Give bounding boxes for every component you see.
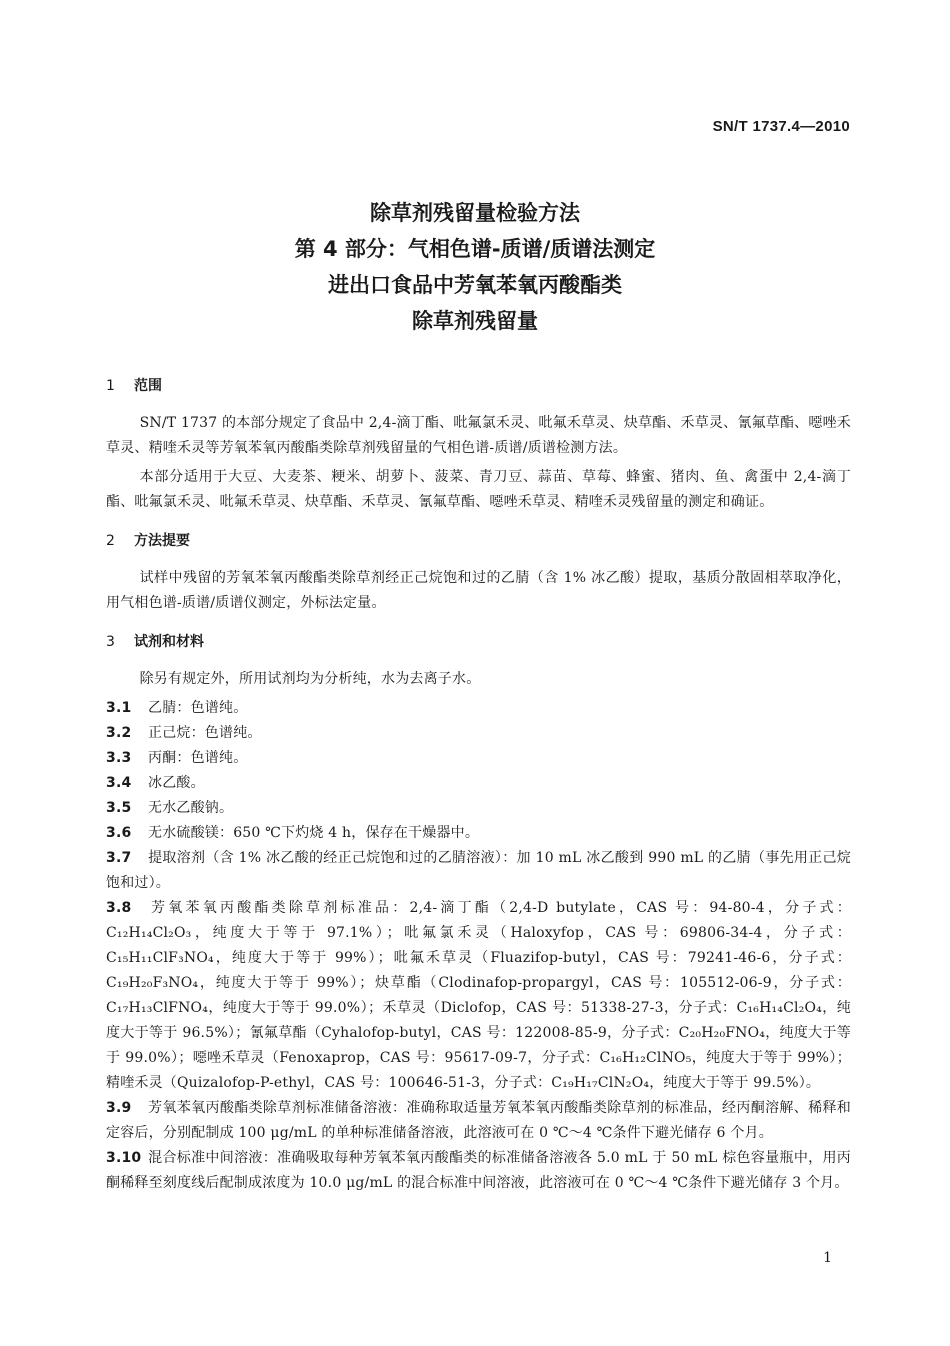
clause-3-4 [106,771,851,796]
title-line-1: 除草剂残留量检验方法 [370,201,580,225]
clause-3-7 [106,846,851,896]
clause-number: 3.6 [106,825,132,841]
clause-3-6 [106,821,851,846]
section-title: 范围 [134,378,162,394]
section-number: 3 [106,634,115,650]
section-1-heading [106,374,851,399]
title-line-2: 第 4 部分：气相色谱-质谱/质谱法测定 [294,237,656,261]
clause-number: 3.3 [106,750,132,766]
section-number: 1 [106,378,115,394]
clause-3-1 [106,696,851,721]
document-body [106,374,851,1196]
clause-text: 提取溶剂（含 1% 冰乙酸的经正己烷饱和过的乙腈溶液）：加 10 mL 冰乙酸到 990 mL 的乙腈（事先用正己烷饱和过）。 [106,850,851,891]
section-title: 试剂和材料 [134,634,204,650]
clause-text: 无水乙酸钠。 [148,800,234,816]
title-line-4: 除草剂残留量 [412,309,538,333]
section-3-heading [106,630,851,655]
paragraph: 试样中残留的芳氧苯氧丙酸酯类除草剂经正己烷饱和过的乙腈（含 1% 冰乙酸）提取，基质分散固相萃取净化，用气相色谱-质谱/质谱仪测定，外标法定量。 [106,570,851,611]
clause-number: 3.4 [106,775,132,791]
section-2-heading [106,529,851,554]
clause-number: 3.8 [106,900,132,916]
clause-3-8 [106,896,851,1096]
paragraph: 除另有规定外，所用试剂均为分析纯，水为去离子水。 [139,671,481,687]
clause-text: 乙腈：色谱纯。 [148,700,248,716]
clause-number: 3.9 [106,1100,132,1116]
section-number: 2 [106,533,115,549]
clause-3-5 [106,796,851,821]
clause-text: 冰乙酸。 [148,775,205,791]
clause-number: 3.1 [106,700,132,716]
clause-3-2 [106,721,851,746]
clause-text: 正己烷：色谱纯。 [148,725,262,741]
section-title: 方法提要 [134,533,190,549]
paragraph: SN/T 1737 的本部分规定了食品中 2,4-滴丁酯、吡氟氯禾灵、吡氟禾草灵、炔草酯、禾草灵、氰氟草酯、噁唑禾草灵、精喹禾灵等芳氧苯氧丙酸酯类除草剂残留量的气相色谱-质谱/质谱检测方法。 [106,415,851,456]
clause-number: 3.5 [106,800,132,816]
clause-text: 芳氧苯氧丙酸酯类除草剂标准储备溶液：准确称取适量芳氧苯氧丙酸酯类除草剂的标准品，经丙酮溶解、稀释和定容后，分别配制成 100 μg/mL 的单种标准储备溶液，此溶液可在 0 ℃～4 ℃条件下避光储存 6 个月。 [106,1100,851,1141]
clause-number: 3.7 [106,850,132,866]
clause-3-10 [106,1146,851,1196]
clause-number: 3.2 [106,725,132,741]
clause-3-9 [106,1096,851,1146]
clause-text: 混合标准中间溶液：准确吸取每种芳氧苯氧丙酸酯类的标准储备溶液各 5.0 mL 于 50 mL 棕色容量瓶中，用丙酮稀释至刻度线后配制成浓度为 10.0 μg/mL 的混合标准中间溶液，此溶液可在 0 ℃～4 ℃条件下避光储存 3 个月。 [106,1150,851,1191]
clause-text: 无水硫酸镁：650 ℃下灼烧 4 h，保存在干燥器中。 [148,825,480,841]
title-line-3: 进出口食品中芳氧苯氧丙酸酯类 [328,273,622,297]
clause-number: 3.10 [106,1150,142,1166]
paragraph: 本部分适用于大豆、大麦茶、粳米、胡萝卜、菠菜、青刀豆、蒜苗、草莓、蜂蜜、猪肉、鱼、禽蛋中 2,4-滴丁酯、吡氟氯禾灵、吡氟禾草灵、炔草酯、禾草灵、氰氟草酯、噁唑禾草灵、精喹禾灵残留量的测定和确证。 [106,469,851,510]
clause-3-3 [106,746,851,771]
document-title [0,195,950,339]
clause-text: 丙酮：色谱纯。 [148,750,248,766]
standard-number: SN/T 1737.4—2010 [712,118,850,135]
page-number: 1 [823,1250,832,1266]
clause-text: 芳氧苯氧丙酸酯类除草剂标准品：2,4-滴丁酯（2,4-D butylate，CAS 号：94-80-4，分子式：C₁₂H₁₄Cl₂O₃，纯度大于等于 97.1%）；吡氟氯禾灵（Haloxyfop，CAS 号：69806-34-4，分子式：C₁₅H₁₁ClF₃NO₄，纯度大于等于 99%）；吡氟禾草灵（Fluazifop-butyl，CAS 号：79241-46-6，分子式：C₁₉H₂₀F₃NO₄，纯度大于等于 99%）；炔草酯（Clodinafop-propargyl，CAS 号：105512-06-9，分子式：C₁₇H₁₃ClFNO₄，纯度大于等于 99.0%）；禾草灵（Diclofop，CAS 号：51338-27-3，分子式：C₁₆H₁₄Cl₂O₄，纯度大于等于 96.5%）；氰氟草酯（Cyhalofop-butyl，CAS 号：122008-85-9，分子式：C₂₀H₂₀FNO₄，纯度大于等于 99.0%）；噁唑禾草灵（Fenoxaprop，CAS 号：95617-09-7，分子式：C₁₆H₁₂ClNO₅，纯度大于等于 99%）；精喹禾灵（Quizalofop-P-ethyl，CAS 号：100646-51-3，分子式：C₁₉H₁₇ClN₂O₄，纯度大于等于 99.5%）。 [106,900,851,1091]
